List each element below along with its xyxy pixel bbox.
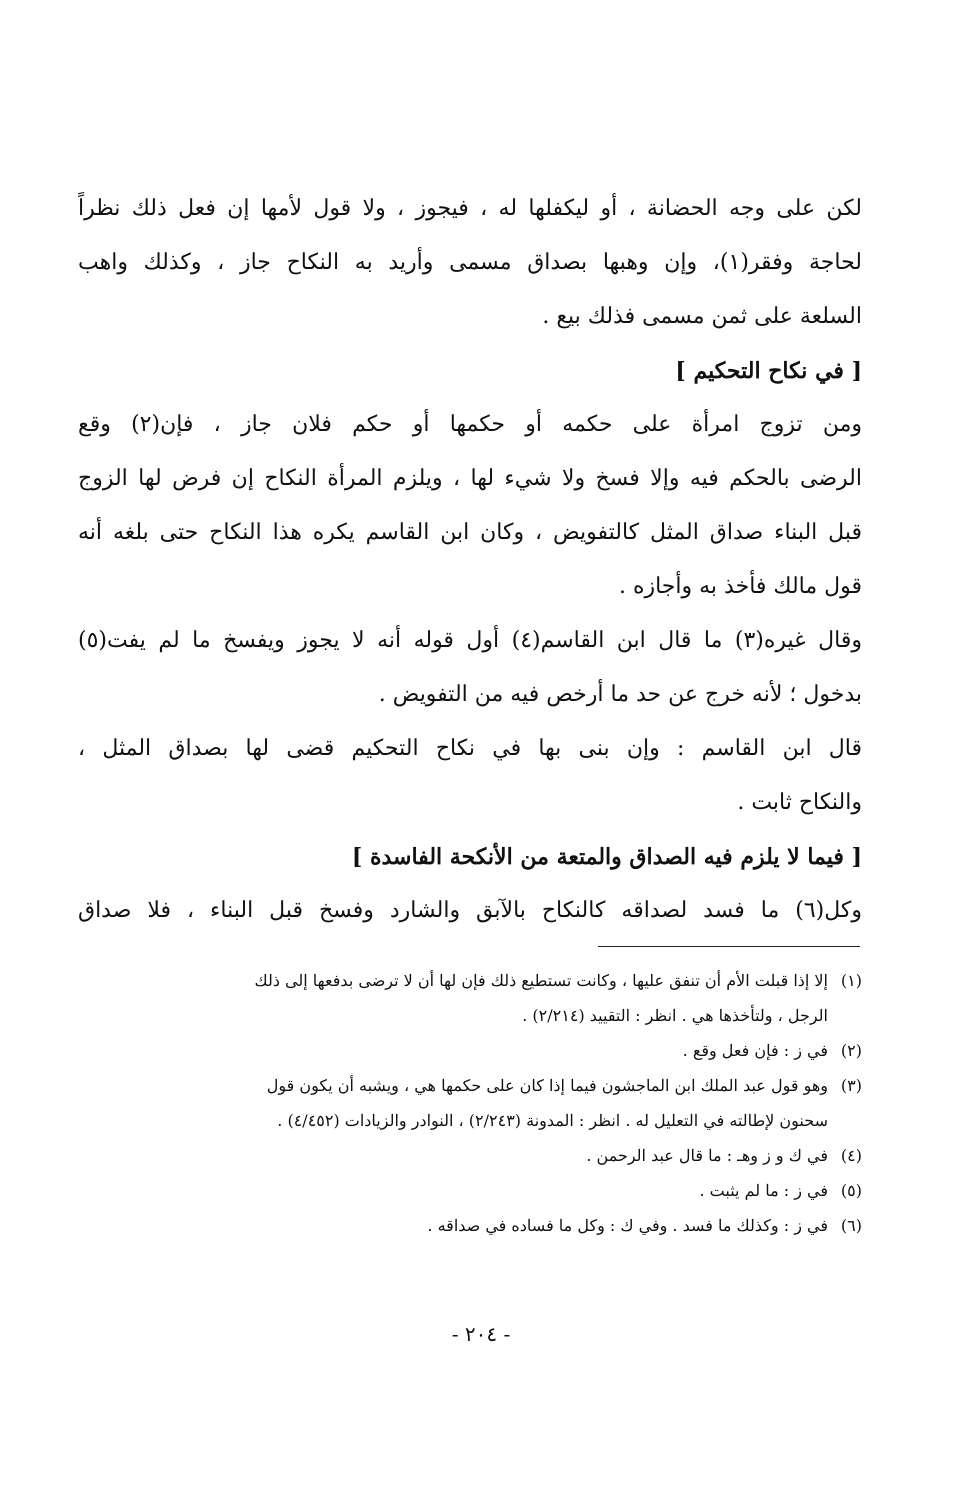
footnote-number: (٦): [840, 1216, 862, 1235]
body-line: الرضى بالحكم فيه وإلا فسخ ولا شيء لها ، ويلزم المرأة النكاح إن فرض لها الزوج: [78, 466, 862, 491]
section-heading: [ فيما لا يلزم فيه الصداق والمتعة من الأنكحة الفاسدة ]: [351, 844, 862, 870]
footnote: [78, 1033, 862, 1068]
body-line: قول مالك فأخذ به وأجازه .: [618, 574, 862, 599]
main-text: [78, 182, 862, 938]
footnote-continuation: الرجل ، ولتأخذها هي . انظر : التقييد (٢/٢١٤) .: [522, 1006, 828, 1025]
footnote-text: في ز : فإن فعل وقع .: [682, 1041, 828, 1060]
footnote-text: في ك و ز وهـ : ما قال عبد الرحمن .: [586, 1146, 828, 1165]
footnote-number: (٣): [840, 1076, 862, 1095]
body-line: والنكاح ثابت .: [737, 790, 862, 815]
footnote-text: في ز : ما لم يثبت .: [699, 1181, 828, 1200]
body-line: لكن على وجه الحضانة ، أو ليكفلها له ، فيجوز ، ولا قول لأمها إن فعل ذلك نظراً: [78, 196, 862, 221]
footnote-text: وهو قول عبد الملك ابن الماجشون فيما إذا كان على حكمها هي ، ويشبه أن يكون قول: [266, 1076, 828, 1095]
footnote-number: (٥): [840, 1181, 862, 1200]
footnote: [78, 963, 862, 998]
body-line: وقال غيره(٣) ما قال ابن القاسم(٤) أول قوله أنه لا يجوز ويفسخ ما لم يفت(٥): [78, 628, 862, 653]
body-line: السلعة على ثمن مسمى فذلك بيع .: [542, 304, 862, 329]
footnote: [78, 1173, 862, 1208]
section-heading: [ في نكاح التحكيم ]: [675, 358, 862, 384]
body-line: بدخول ؛ لأنه خرج عن حد ما أرخص فيه من التفويض .: [378, 682, 862, 707]
footnote-number: (٤): [840, 1146, 862, 1165]
footnote-number: (٢): [840, 1041, 862, 1060]
page-number: - ٢٠٤ -: [451, 1322, 511, 1346]
body-line: وكل(٦) ما فسد لصداقه كالنكاح بالآبق والشارد وفسخ قبل البناء ، فلا صداق: [78, 898, 862, 923]
footnote-divider: [598, 946, 860, 947]
footnote: [78, 1138, 862, 1173]
body-line: لحاجة وفقر(١)، وإن وهبها بصداق مسمى وأريد به النكاح جاز ، وكذلك واهب: [78, 250, 862, 275]
body-line: قبل البناء صداق المثل كالتفويض ، وكان ابن القاسم يكره هذا النكاح حتى بلغه أنه: [78, 520, 862, 545]
footnote-number: (١): [840, 971, 862, 990]
footnote: [78, 1068, 862, 1103]
footnote-continuation: سحنون لإطالته في التعليل له . انظر : المدونة (٢/٢٤٣) ، النوادر والزيادات (٤/٤٥٢) .: [277, 1111, 828, 1130]
footnotes: [78, 963, 862, 1243]
footnote-text: في ز : وكذلك ما فسد . وفي ك : وكل ما فساده في صداقه .: [427, 1216, 828, 1235]
footnote: [78, 1208, 862, 1243]
body-line: قال ابن القاسم : وإن بنى بها في نكاح التحكيم قضى لها بصداق المثل ،: [78, 736, 862, 761]
body-line: ومن تزوج امرأة على حكمه أو حكمها أو حكم فلان جاز ، فإن(٢) وقع: [78, 412, 862, 437]
footnote-text: إلا إذا قبلت الأم أن تنفق عليها ، وكانت تستطيع ذلك فإن لها أن لا ترضى بدفعها إلى ذلك: [254, 971, 828, 990]
